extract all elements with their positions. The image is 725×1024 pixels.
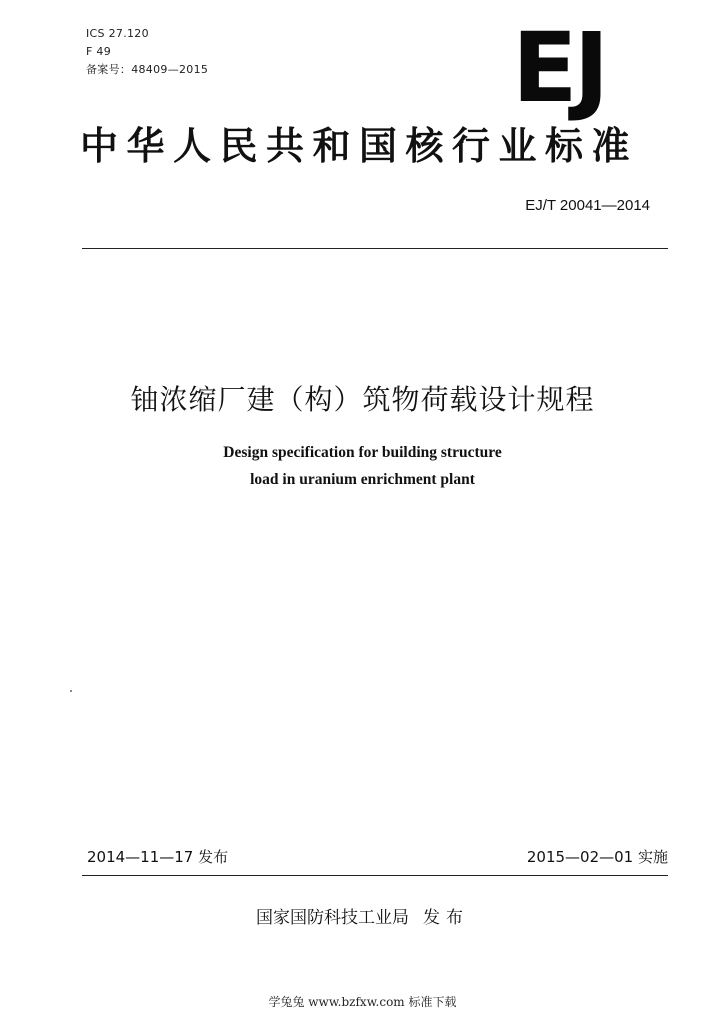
document-title-en-line2: load in uranium enrichment plant (250, 471, 475, 488)
document-title-en-line1: Design specification for building structure (223, 444, 502, 461)
issue-date: 2014—11—17 发布 (87, 848, 229, 866)
standard-category-title: 中华人民共和国核行业标准 (80, 124, 639, 168)
footer-divider (82, 875, 668, 876)
scan-speck (70, 690, 72, 692)
implementation-date: 2015—02—01 实施 (526, 848, 668, 866)
footer-watermark: 学兔兔 www.bzfxw.com 标准下载 (268, 995, 457, 1009)
classification-code: F 49 (86, 45, 112, 58)
ej-logo: EJ (512, 12, 606, 124)
document-title-cn: 铀浓缩厂建（构）筑物荷载设计规程 (130, 383, 595, 416)
header-divider (82, 248, 668, 249)
record-number: 备案号：48409—2015 (86, 63, 209, 76)
publisher-action: 发布 (423, 908, 469, 928)
publisher-name: 国家国防科技工业局 (256, 908, 409, 928)
ics-code: ICS 27.120 (86, 27, 149, 40)
publisher-line (0, 903, 725, 928)
standard-number: EJ/T 20041—2014 (525, 197, 650, 214)
